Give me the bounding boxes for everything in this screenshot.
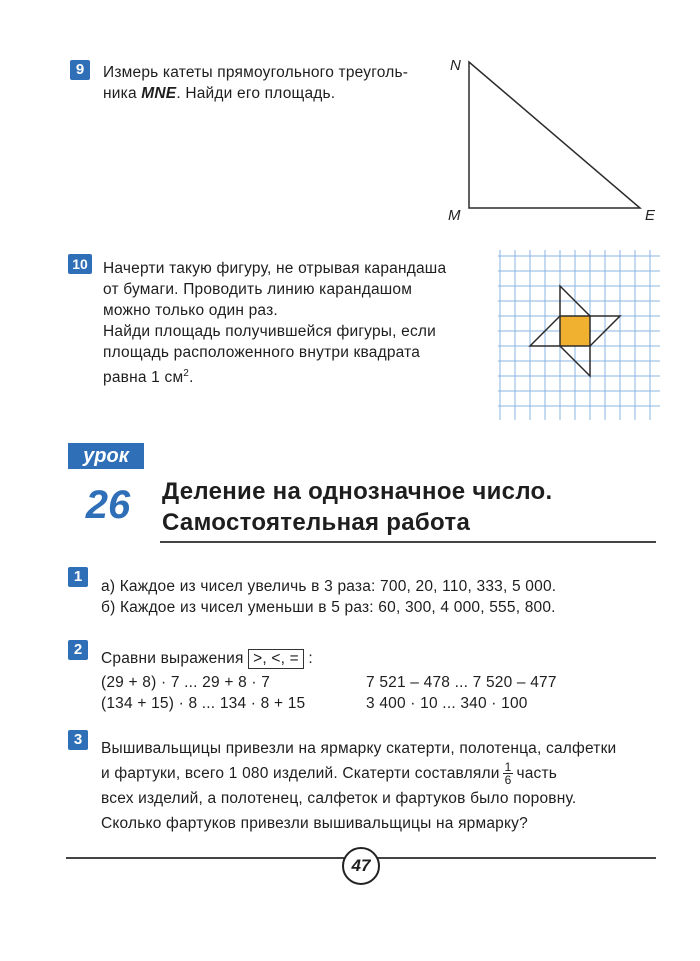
task-2-expr-3: 7 521 – 478 ... 7 520 – 477 [366,674,557,691]
comparison-signs: >, <, = [248,649,304,669]
task-10-text [103,258,446,388]
task-9-line-1: Измерь катеты прямоугольного треуголь- [103,64,409,81]
task-3-number: 3 [68,730,88,750]
task-10-line-5: площадь расположенного внутри квадрата [103,344,421,361]
task-10-line-6: равна 1 $см^2$. [103,368,194,387]
task-3-line-3: всех изделий, а полотенец, салфеток и фартуков было поровну. [101,790,577,808]
task-10-line-2: от бумаги. Проводить линию карандашом [103,281,413,298]
lesson-title-line-1: Деление на однозначное число. [162,478,553,505]
task-2-expr-1: (29 + 8) · 7 ... 29 + 8 · 7 [101,674,271,691]
triangle-name: MNE [141,85,177,102]
lesson-title [162,476,553,538]
lesson-number: 26 [85,483,131,527]
task-10-line-3: можно только один раз. [103,302,278,319]
inner-square [560,316,590,346]
task-10-number: 10 [68,254,92,274]
task-2-right-column [366,672,557,714]
lesson-title-rule [160,541,656,543]
task-1-line-b: б) Каждое из чисел уменьши в 5 раз: 60, 300, 4 000, 555, 800. [101,599,556,616]
task-3-line-2: и фартуки, всего 1 080 изделий. Скатерти составляли $\frac{1}{6}$ часть [101,760,558,788]
task-2-expr-4: 3 400 · 10 ... 340 · 100 [366,695,528,712]
vertex-label-n: N [450,57,461,74]
task-10-line-1: Начерти такую фигуру, не отрывая карандаша [103,260,447,277]
page-number: 47 [342,847,380,885]
fraction-one-sixth: $\frac{1}{6}$ [504,760,512,788]
task-9-number: 9 [70,60,90,80]
task-1-text [101,576,556,618]
task-2-left-column [101,672,305,714]
task-2-intro: Сравни выражения >, <, = : [101,650,313,667]
vertex-label-e: E [645,207,656,224]
task-1-line-a: а) Каждое из чисел увеличь в 3 раза: 700, 20, 110, 333, 5 000. [101,578,557,595]
triangle-mne [469,62,640,208]
task-9-text [103,62,408,104]
lesson-title-line-2: Самостоятельная работа [162,509,471,536]
task-2-expr-2: (134 + 15) · 8 ... 134 · 8 + 15 [101,695,306,712]
task-3-text [101,736,616,836]
task-2-number: 2 [68,640,88,660]
lesson-label: урок [68,443,144,469]
triangle-mne-figure [440,50,670,230]
vertex-label-m: M [448,207,461,224]
task-10-line-4: Найди площадь получившейся фигуры, если [103,323,436,340]
task-3-line-1: Вышивальщицы привезли на ярмарку скатерти, полотенца, салфетки [101,740,617,757]
task-9-line-2: ника MNE. Найди его площадь. [103,85,336,102]
task-3-line-4: Сколько фартуков привезли вышивальщицы на ярмарку? [101,815,528,833]
task-1-number: 1 [68,567,88,587]
grid-figure [498,250,660,420]
